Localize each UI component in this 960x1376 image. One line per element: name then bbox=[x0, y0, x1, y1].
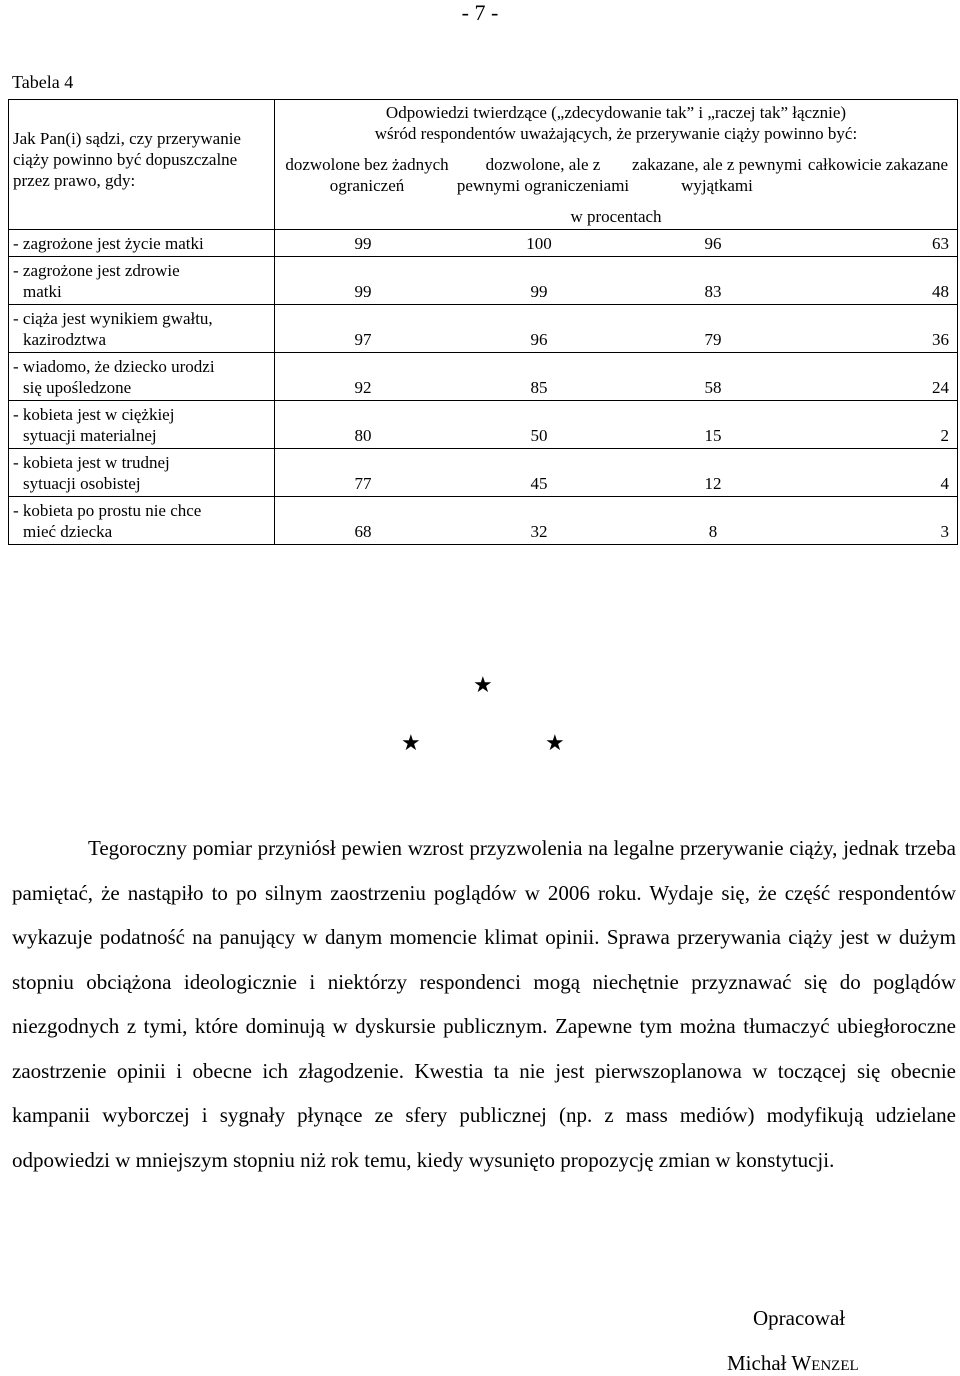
answers-header bbox=[275, 100, 958, 230]
row-label bbox=[9, 230, 275, 257]
column-header: dozwolone bez żadnych ograniczeń bbox=[285, 155, 449, 195]
value-cell: 99 bbox=[530, 282, 548, 301]
value-cell: 100 bbox=[526, 234, 552, 253]
unit-label: w procentach bbox=[570, 207, 662, 226]
value-cell: 77 bbox=[354, 474, 372, 493]
table-header-row bbox=[9, 100, 958, 230]
author-name bbox=[727, 1351, 859, 1376]
star-icon: ★ bbox=[401, 730, 421, 755]
value-cell: 80 bbox=[354, 426, 372, 445]
row-label bbox=[9, 353, 275, 401]
commentary-paragraph bbox=[12, 826, 956, 1182]
value-cell: 8 bbox=[708, 522, 718, 541]
row-label bbox=[9, 401, 275, 449]
row-label-line-1: - kobieta jest w ciężkiej bbox=[13, 405, 175, 424]
value-cell: 99 bbox=[354, 282, 372, 301]
prepared-by-label: Opracował bbox=[753, 1306, 846, 1330]
row-label bbox=[9, 449, 275, 497]
table-row bbox=[9, 305, 958, 353]
value-cell: 92 bbox=[354, 378, 372, 397]
row-values bbox=[275, 449, 958, 497]
author-name-first: Michał W bbox=[727, 1351, 812, 1375]
row-label-line-1: - zagrożone jest życie matki bbox=[13, 234, 204, 253]
column-header: zakazane, ale z pewnymi wyjątkami bbox=[632, 155, 802, 195]
value-cell: 32 bbox=[530, 522, 548, 541]
value-cell: 96 bbox=[704, 234, 722, 253]
value-cell: 97 bbox=[354, 330, 372, 349]
table-row bbox=[9, 497, 958, 545]
row-label bbox=[9, 257, 275, 305]
row-label bbox=[9, 305, 275, 353]
value-cell: 85 bbox=[530, 378, 548, 397]
row-label-line-1: - zagrożone jest zdrowie bbox=[13, 261, 180, 280]
value-cell: 99 bbox=[354, 234, 372, 253]
table-row bbox=[9, 257, 958, 305]
row-values bbox=[275, 257, 958, 305]
value-cell: 4 bbox=[940, 474, 949, 493]
table-label: Tabela 4 bbox=[12, 72, 74, 92]
row-values bbox=[275, 401, 958, 449]
value-cell: 58 bbox=[704, 378, 722, 397]
value-cell: 12 bbox=[704, 474, 722, 493]
header-top-line-2: wśród respondentów uważających, że przerywanie ciąży powinno być: bbox=[374, 124, 858, 143]
value-cell: 36 bbox=[932, 330, 949, 349]
column-header: dozwolone, ale z pewnymi ograniczeniami bbox=[456, 155, 630, 195]
table-row bbox=[9, 401, 958, 449]
column-headers bbox=[279, 154, 953, 196]
column-header: całkowicie zakazane bbox=[807, 155, 949, 174]
table-row bbox=[9, 449, 958, 497]
star-icon: ★ bbox=[473, 672, 493, 697]
value-cell: 68 bbox=[354, 522, 372, 541]
row-label-line-2: kazirodztwa bbox=[23, 330, 107, 349]
value-cell: 50 bbox=[530, 426, 548, 445]
survey-table bbox=[8, 99, 958, 545]
row-label-line-1: - kobieta jest w trudnej bbox=[13, 453, 170, 472]
star-icon: ★ bbox=[545, 730, 565, 755]
author-name-rest: enzel bbox=[811, 1351, 859, 1375]
value-cell: 83 bbox=[704, 282, 722, 301]
row-label-line-1: - kobieta po prostu nie chce bbox=[13, 501, 202, 520]
value-cell: 96 bbox=[530, 330, 548, 349]
row-values bbox=[275, 305, 958, 353]
row-label bbox=[9, 497, 275, 545]
row-label-line-2: sytuacji osobistej bbox=[23, 474, 141, 493]
row-label-line-2: matki bbox=[23, 282, 62, 301]
row-label-line-1: - ciąża jest wynikiem gwałtu, bbox=[13, 309, 213, 328]
value-cell: 48 bbox=[932, 282, 949, 301]
row-values bbox=[275, 230, 958, 257]
value-cell: 79 bbox=[704, 330, 722, 349]
table-row bbox=[9, 353, 958, 401]
header-top-line-1: Odpowiedzi twierdzące („zdecydowanie tak” i „raczej tak” łącznie) bbox=[385, 103, 847, 122]
row-label-line-2: sytuacji materialnej bbox=[23, 426, 157, 445]
value-cell: 3 bbox=[940, 522, 949, 541]
value-cell: 45 bbox=[530, 474, 548, 493]
row-label-line-2: mieć dziecka bbox=[23, 522, 113, 541]
value-cell: 15 bbox=[704, 426, 722, 445]
value-cell: 63 bbox=[932, 234, 949, 253]
row-values bbox=[275, 353, 958, 401]
question-header: Jak Pan(i) sądzi, czy przerywanie ciąży powinno być dopuszczalne przez prawo, gdy: bbox=[9, 100, 275, 230]
value-cell: 2 bbox=[940, 426, 949, 445]
row-label-line-1: - wiadomo, że dziecko urodzi bbox=[13, 357, 215, 376]
value-cell: 24 bbox=[932, 378, 949, 397]
row-label-line-2: się upośledzone bbox=[23, 378, 132, 397]
row-values bbox=[275, 497, 958, 545]
table-row bbox=[9, 230, 958, 257]
paragraph-text: Tegoroczny pomiar przyniósł pewien wzrost przyzwolenia na legalne przerywanie ciąży, jednak trzeba pamiętać, że nastąpiło to po silnym zaostrzeniu poglądów w 2006 roku. Wydaje się, że część respondentów wykazuje podatność na panujący w danym momencie klimat opinii. Sprawa przerywania ciąży jest w dużym stopniu obciążona ideologicznie i niektórzy respondenci mogą niechętnie przyznawać się do poglądów niezgodnych z tymi, które dominują w dyskursie publicznym. Zapewne tym można tłumaczyć ubiegłoroczne zaostrzenie opinii i obecne ich złagodzenie. Kwestia ta nie jest pierwszoplanowa w toczącej się obecnie kampanii wyborczej i sygnały płynące ze sfery publicznej (np. z mass mediów) modyfikują udzielane odpowiedzi w mniejszym stopniu niż rok temu, kiedy wysunięto propozycję zmian w konstytucji. bbox=[12, 836, 956, 1172]
page-number: - 7 - bbox=[461, 0, 499, 25]
